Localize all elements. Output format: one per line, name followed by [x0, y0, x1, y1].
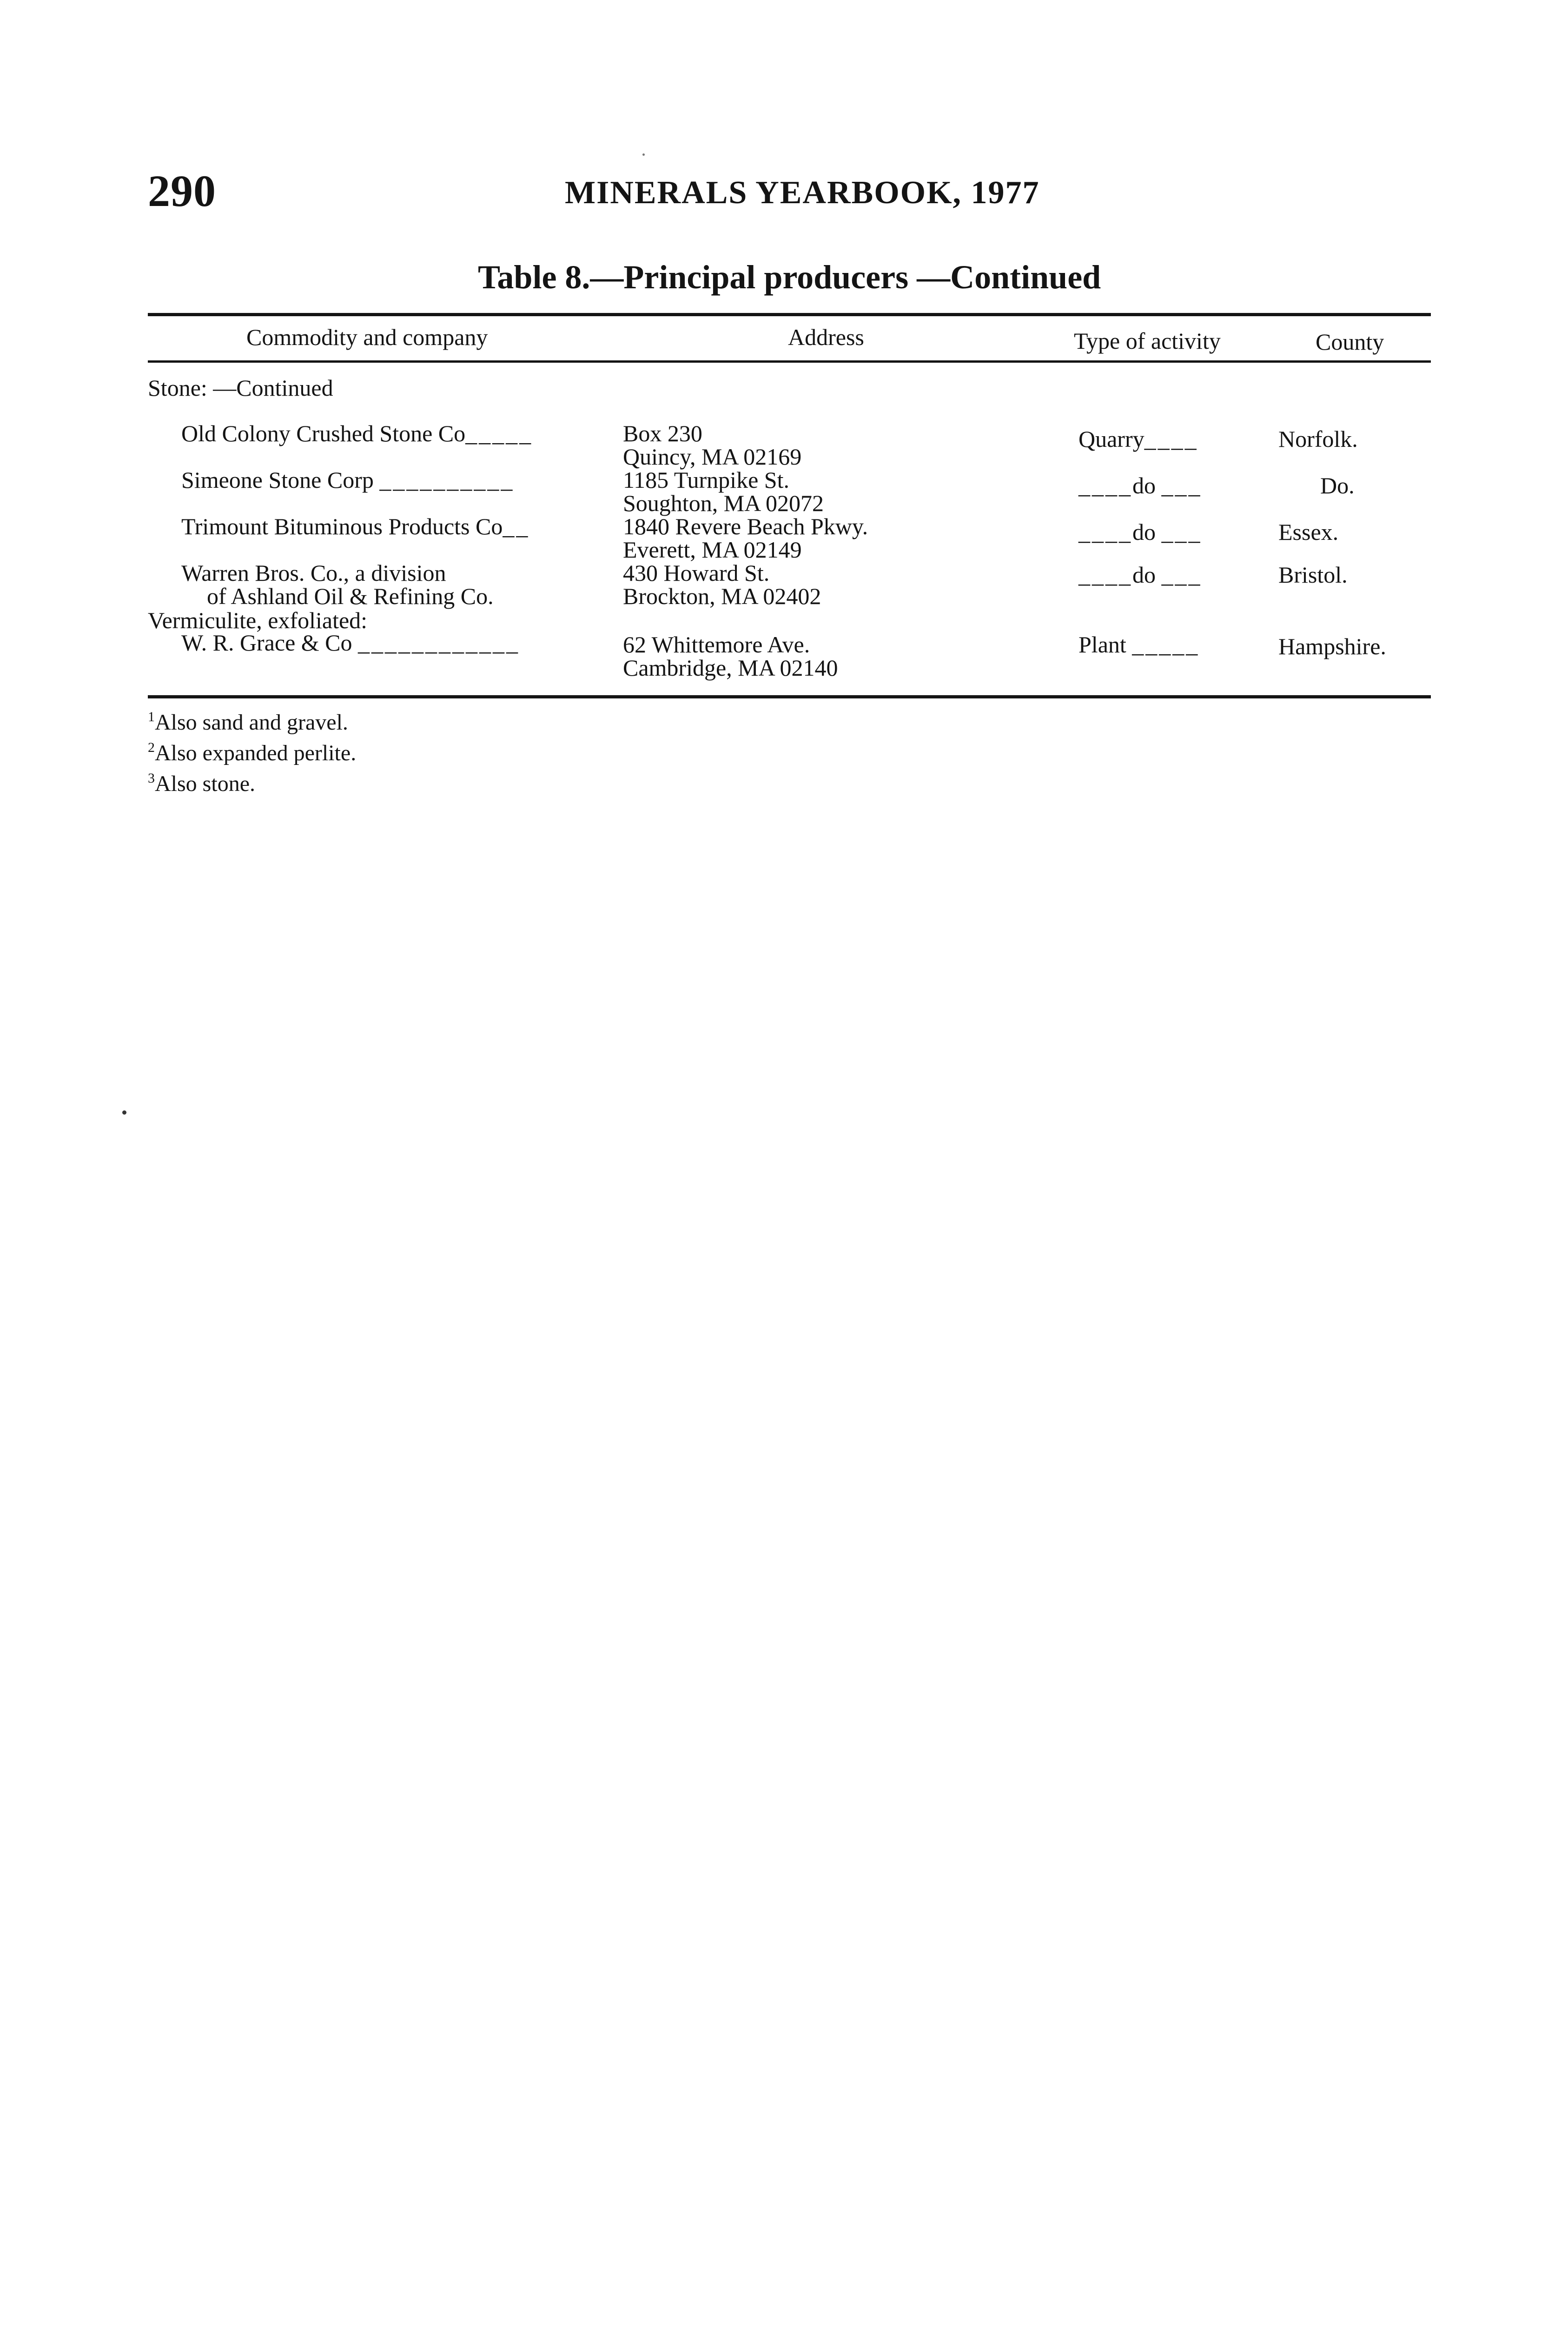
address-line: 1185 Turnpike St.	[623, 467, 789, 493]
activity-cell	[1078, 474, 1202, 497]
address-line: Everett, MA 02149	[623, 537, 802, 563]
address-line: Soughton, MA 02072	[623, 490, 824, 516]
address-line: 430 Howard St.	[623, 560, 770, 586]
company-name: W. R. Grace & Co	[181, 630, 352, 656]
table-header-rule	[148, 360, 1431, 363]
dot-leader: __	[503, 513, 530, 539]
column-header-county: County	[1316, 329, 1384, 355]
footnote-mark: 2	[148, 740, 155, 755]
dot-leader: _____	[465, 420, 533, 446]
dot-leader: ____________	[358, 630, 520, 656]
dot-leader: ____	[1078, 472, 1132, 498]
address-line: Brockton, MA 02402	[623, 583, 821, 609]
footnote	[148, 766, 356, 797]
company-cell	[181, 561, 576, 608]
scan-speck	[642, 153, 645, 156]
address-cell	[623, 515, 868, 561]
county-cell: Norfolk.	[1278, 426, 1358, 452]
company-cell	[181, 515, 576, 538]
company-name-continuation: of Ashland Oil & Refining Co.	[207, 583, 494, 609]
address-line: Cambridge, MA 02140	[623, 655, 838, 681]
activity-cell	[1078, 427, 1198, 451]
activity-value: Quarry	[1078, 426, 1145, 452]
dot-leader: ___	[1161, 472, 1202, 498]
dot-leader: _____	[1132, 631, 1200, 658]
activity-cell	[1078, 633, 1199, 656]
footnotes	[148, 704, 356, 797]
column-header-address: Address	[788, 324, 864, 350]
company-name: Warren Bros. Co., a division	[181, 560, 446, 586]
county-cell: Do.	[1320, 472, 1355, 498]
company-cell	[181, 468, 576, 492]
company-cell	[181, 631, 576, 654]
address-cell	[623, 422, 801, 468]
dot-leader: __________	[379, 467, 515, 493]
section-label-vermiculite: Vermiculite, exfoliated:	[148, 607, 368, 633]
address-line: Box 230	[623, 420, 702, 446]
table-top-rule	[148, 313, 1431, 316]
county-cell: Hampshire.	[1278, 633, 1386, 659]
company-name: Trimount Bituminous Products Co	[181, 513, 503, 539]
footnote-text: Also sand and gravel.	[155, 710, 348, 735]
address-cell	[623, 633, 838, 679]
scan-speck	[122, 1110, 126, 1115]
address-line: 62 Whittemore Ave.	[623, 631, 810, 658]
footnote	[148, 735, 356, 766]
address-cell	[623, 561, 821, 608]
page-number: 290	[148, 166, 216, 216]
footnote	[148, 704, 356, 735]
dot-leader: ____	[1144, 426, 1198, 452]
footnote-text: Also expanded perlite.	[155, 741, 357, 765]
address-line: 1840 Revere Beach Pkwy.	[623, 513, 868, 539]
running-head: MINERALS YEARBOOK, 1977	[565, 175, 1040, 211]
company-name: Simeone Stone Corp	[181, 467, 374, 493]
footnote-text: Also stone.	[155, 771, 255, 796]
dot-leader: ____	[1078, 562, 1132, 588]
address-cell	[623, 468, 824, 515]
table-bottom-rule	[148, 695, 1431, 698]
address-line: Quincy, MA 02169	[623, 444, 802, 470]
dot-leader: ____	[1078, 519, 1132, 545]
column-header-company: Commodity and company	[246, 324, 488, 350]
activity-value: Plant	[1078, 631, 1126, 658]
footnote-mark: 1	[148, 709, 155, 724]
column-header-activity: Type of activity	[1074, 328, 1221, 354]
table-title: Table 8.—Principal producers —Continued	[478, 259, 1101, 296]
footnote-mark: 3	[148, 771, 155, 786]
activity-value: do	[1132, 519, 1156, 545]
activity-cell	[1078, 563, 1202, 586]
activity-value: do	[1132, 472, 1156, 498]
county-cell: Bristol.	[1278, 562, 1348, 588]
company-cell	[181, 422, 576, 445]
activity-cell	[1078, 520, 1202, 544]
dot-leader: ___	[1161, 562, 1202, 588]
county-cell: Essex.	[1278, 519, 1339, 545]
company-name: Old Colony Crushed Stone Co	[181, 420, 466, 446]
section-label-stone: Stone: —Continued	[148, 375, 333, 401]
activity-value: do	[1132, 562, 1156, 588]
dot-leader: ___	[1161, 519, 1202, 545]
